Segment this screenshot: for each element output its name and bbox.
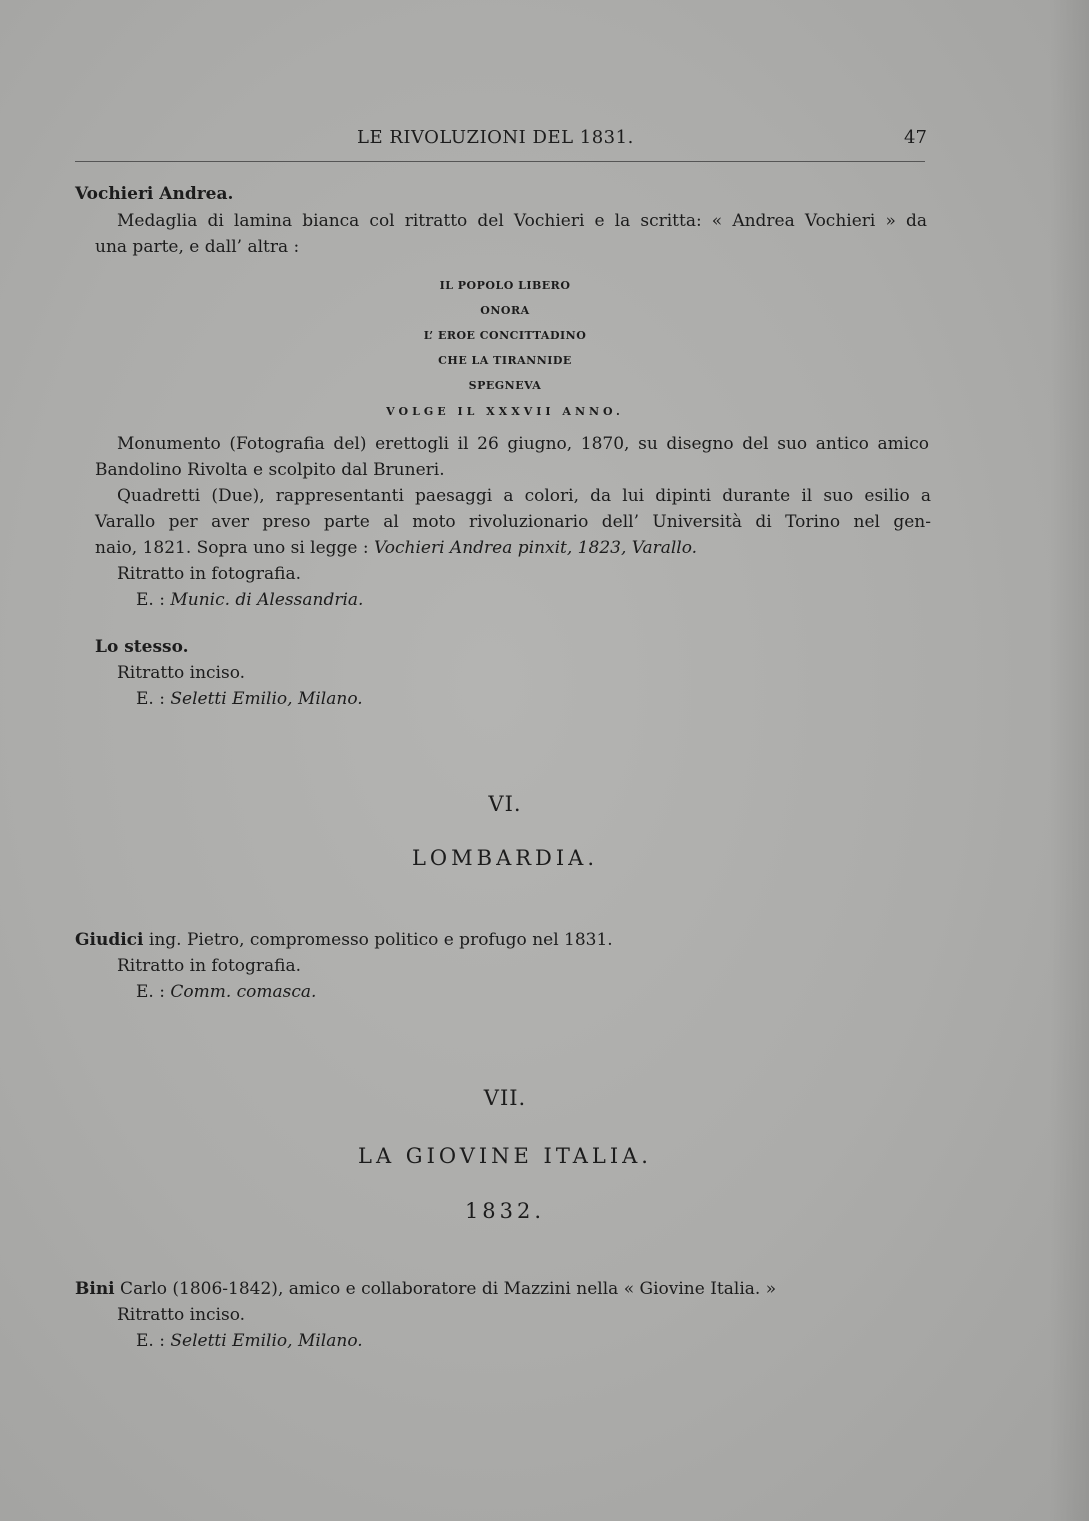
page-edge-shadow bbox=[1049, 0, 1089, 1521]
source-line bbox=[136, 1330, 363, 1352]
entry-text-line: Quadretti (Due), rappresentanti paesaggi a colori, da lui dipinti durante il suo esilio a bbox=[117, 486, 931, 506]
source-prefix: E. : bbox=[136, 982, 171, 1002]
source-line bbox=[136, 688, 363, 710]
source-line bbox=[136, 589, 363, 611]
inscription-line: CHE LA TIRANNIDE bbox=[438, 354, 572, 367]
header-rule bbox=[75, 161, 925, 162]
section-title: LOMBARDIA. bbox=[411, 846, 599, 870]
section-year: 1832. bbox=[464, 1199, 546, 1223]
inscription-line: VOLGE IL XXXVII ANNO. bbox=[386, 405, 624, 418]
italic-citation: Vochieri Andrea pinxit, 1823, Varallo. bbox=[374, 538, 698, 558]
entry-text-line: Bandolino Rivolta e scolpito dal Bruneri. bbox=[95, 460, 445, 480]
source-line bbox=[136, 981, 316, 1003]
portrait-note: Ritratto inciso. bbox=[117, 1305, 246, 1325]
inscription-line: L’ EROE CONCITTADINO bbox=[423, 329, 587, 342]
section-title: LA GIOVINE ITALIA. bbox=[358, 1144, 652, 1168]
section-number: VI. bbox=[488, 792, 522, 816]
entry-name: Lo stesso. bbox=[95, 637, 189, 657]
entry-description: Carlo (1806-1842), amico e collaboratore di Mazzini nella « Giovine Italia. » bbox=[114, 1279, 777, 1299]
entry-text-line: Monumento (Fotografia del) erettogli il 26 giugno, 1870, su disegno del suo antico amico bbox=[117, 434, 929, 454]
inscription-line: IL POPOLO LIBERO bbox=[439, 279, 571, 292]
entry-text-line: Medaglia di lamina bianca col ritratto del Vochieri e la scritta: « Andrea Vochieri » da bbox=[117, 211, 927, 231]
inscription-line: ONORA bbox=[480, 304, 530, 317]
source-name: Seletti Emilio, Milano. bbox=[170, 1331, 363, 1351]
entry-name: Giudici bbox=[75, 930, 144, 950]
entry-line bbox=[75, 1278, 776, 1300]
entry-line bbox=[75, 929, 613, 951]
entry-text-line bbox=[95, 537, 697, 559]
source-prefix: E. : bbox=[136, 590, 171, 610]
inscription-line: SPEGNEVA bbox=[468, 379, 542, 392]
text-run: naio, 1821. Sopra uno si legge : bbox=[95, 538, 375, 558]
entry-text-line: una parte, e dall’ altra : bbox=[95, 237, 300, 257]
entry-text-line: Varallo per aver preso parte al moto rivoluzionario dell’ Università di Torino nel gen- bbox=[95, 512, 931, 532]
source-prefix: E. : bbox=[136, 1331, 171, 1351]
portrait-note: Ritratto in fotografia. bbox=[117, 564, 302, 584]
section-number: VII. bbox=[483, 1086, 527, 1110]
entry-name: Bini bbox=[75, 1279, 115, 1299]
source-name: Comm. comasca. bbox=[170, 982, 317, 1002]
source-name: Seletti Emilio, Milano. bbox=[170, 689, 363, 709]
portrait-note: Ritratto inciso. bbox=[117, 663, 246, 683]
source-prefix: E. : bbox=[136, 689, 171, 709]
entry-name: Vochieri Andrea. bbox=[75, 184, 234, 204]
entry-description: ing. Pietro, compromesso politico e profugo nel 1831. bbox=[143, 930, 613, 950]
source-name: Munic. di Alessandria. bbox=[170, 590, 364, 610]
running-title: LE RIVOLUZIONI DEL 1831. bbox=[357, 127, 634, 148]
page-number: 47 bbox=[904, 127, 927, 148]
portrait-note: Ritratto in fotografia. bbox=[117, 956, 302, 976]
